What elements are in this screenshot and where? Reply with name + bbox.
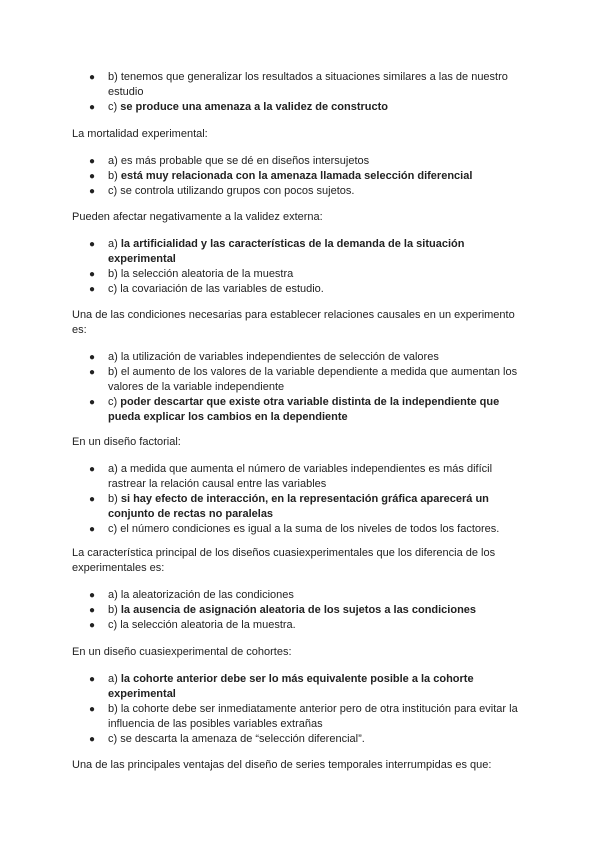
option-prefix: b)	[108, 170, 121, 182]
bullet-icon: ●	[89, 704, 96, 715]
option-prefix: c)	[108, 396, 121, 408]
option-item	[72, 350, 532, 365]
option-item	[72, 267, 532, 282]
option-item	[72, 282, 532, 297]
option-prefix: c)	[108, 283, 121, 295]
option-prefix: b)	[108, 604, 121, 616]
option-prefix: c)	[108, 101, 121, 113]
question-text: En un diseño cuasiexperimental de cohortes:	[72, 646, 292, 658]
option-text: la utilización de variables independientes de selección de valores	[120, 351, 439, 363]
option-prefix: a)	[108, 673, 121, 685]
bullet-icon: ●	[89, 494, 96, 505]
bullet-icon: ●	[89, 352, 96, 363]
question-text: En un diseño factorial:	[72, 436, 181, 448]
option-item	[72, 588, 532, 603]
bullet-icon: ●	[89, 239, 96, 250]
option-text: tenemos que generalizar los resultados a situaciones similares a las de nuestro estudio	[108, 71, 508, 98]
option-prefix: c)	[108, 619, 121, 631]
bullet-icon: ●	[89, 397, 96, 408]
option-prefix: c)	[108, 185, 121, 197]
option-text: el número condiciones es igual a la suma de los niveles de todos los factores.	[120, 523, 500, 535]
option-text-correct: si hay efecto de interacción, en la representación gráfica aparecerá un conjunto de rectas no paralelas	[108, 493, 489, 520]
bullet-icon: ●	[89, 284, 96, 295]
option-prefix: b)	[108, 366, 121, 378]
bullet-icon: ●	[89, 269, 96, 280]
option-prefix: a)	[108, 463, 121, 475]
bullet-icon: ●	[89, 102, 96, 113]
option-item	[72, 732, 532, 747]
option-text-correct: se produce una amenaza a la validez de constructo	[120, 101, 388, 113]
option-text-correct: la artificialidad y las características de la demanda de la situación experimental	[108, 238, 465, 265]
question-text: Pueden afectar negativamente a la validez externa:	[72, 211, 323, 223]
option-item-correct	[72, 100, 532, 115]
question-text: Una de las principales ventajas del diseño de series temporales interrumpidas es que:	[72, 759, 492, 771]
option-item	[72, 154, 532, 169]
option-item	[72, 618, 532, 633]
option-item	[72, 365, 532, 395]
question-text: La mortalidad experimental:	[72, 128, 208, 140]
bullet-icon: ●	[89, 186, 96, 197]
question-text: La característica principal de los diseños cuasiexperimentales que los diferencia de los experimentales es:	[72, 547, 496, 574]
option-item-correct	[72, 492, 532, 522]
bullet-icon: ●	[89, 171, 96, 182]
option-prefix: a)	[108, 589, 121, 601]
option-text: la selección aleatoria de la muestra	[120, 268, 294, 280]
option-text-correct: está muy relacionada con la amenaza llamada selección diferencial	[120, 170, 473, 182]
bullet-icon: ●	[89, 156, 96, 167]
option-text: es más probable que se dé en diseños intersujetos	[120, 155, 370, 167]
option-text: la covariación de las variables de estudio.	[120, 283, 324, 295]
option-prefix: a)	[108, 155, 121, 167]
option-prefix: b)	[108, 268, 121, 280]
option-prefix: a)	[108, 351, 121, 363]
option-list	[72, 672, 532, 747]
bullet-icon: ●	[89, 72, 96, 83]
option-item	[72, 522, 532, 537]
option-item-correct	[72, 672, 532, 702]
option-list	[72, 154, 532, 199]
question-text: Una de las condiciones necesarias para establecer relaciones causales en un experimento es:	[72, 309, 515, 336]
option-prefix: c)	[108, 523, 121, 535]
option-item-correct	[72, 603, 532, 618]
bullet-icon: ●	[89, 734, 96, 745]
option-prefix: b)	[108, 703, 121, 715]
option-item	[72, 184, 532, 199]
option-item	[72, 702, 532, 732]
option-list	[72, 462, 532, 537]
bullet-icon: ●	[89, 590, 96, 601]
bullet-icon: ●	[89, 620, 96, 631]
option-list	[72, 588, 532, 633]
option-prefix: b)	[108, 71, 121, 83]
option-text: la cohorte debe ser inmediatamente anterior pero de otra institución para evitar la influencia de las posibles variables extrañas	[108, 703, 518, 730]
option-item-correct	[72, 169, 532, 184]
option-text-correct: poder descartar que existe otra variable distinta de la independiente que pueda explicar los cambios en la dependiente	[108, 396, 500, 423]
option-text: la selección aleatoria de la muestra.	[120, 619, 296, 631]
bullet-icon: ●	[89, 367, 96, 378]
option-text: se controla utilizando grupos con pocos sujetos.	[120, 185, 355, 197]
option-prefix: a)	[108, 238, 121, 250]
option-text: el aumento de los valores de la variable dependiente a medida que aumentan los valores de la variable independiente	[108, 366, 518, 393]
option-item-correct	[72, 395, 532, 425]
option-item	[72, 70, 532, 100]
option-text: la aleatorización de las condiciones	[120, 589, 294, 601]
option-item	[72, 462, 532, 492]
bullet-icon: ●	[89, 524, 96, 535]
option-prefix: c)	[108, 733, 121, 745]
bullet-icon: ●	[89, 605, 96, 616]
option-list	[72, 350, 532, 425]
option-list	[72, 237, 532, 297]
option-text-correct: la ausencia de asignación aleatoria de los sujetos a las condiciones	[120, 604, 477, 616]
option-prefix: b)	[108, 493, 121, 505]
option-text: se descarta la amenaza de “selección diferencial”.	[120, 733, 365, 745]
bullet-icon: ●	[89, 674, 96, 685]
option-text: a medida que aumenta el número de variables independientes es más difícil rastrear la relación causal entre las variables	[108, 463, 493, 490]
option-list	[72, 70, 532, 115]
option-text-correct: la cohorte anterior debe ser lo más equivalente posible a la cohorte experimental	[108, 673, 474, 700]
bullet-icon: ●	[89, 464, 96, 475]
option-item-correct	[72, 237, 532, 267]
